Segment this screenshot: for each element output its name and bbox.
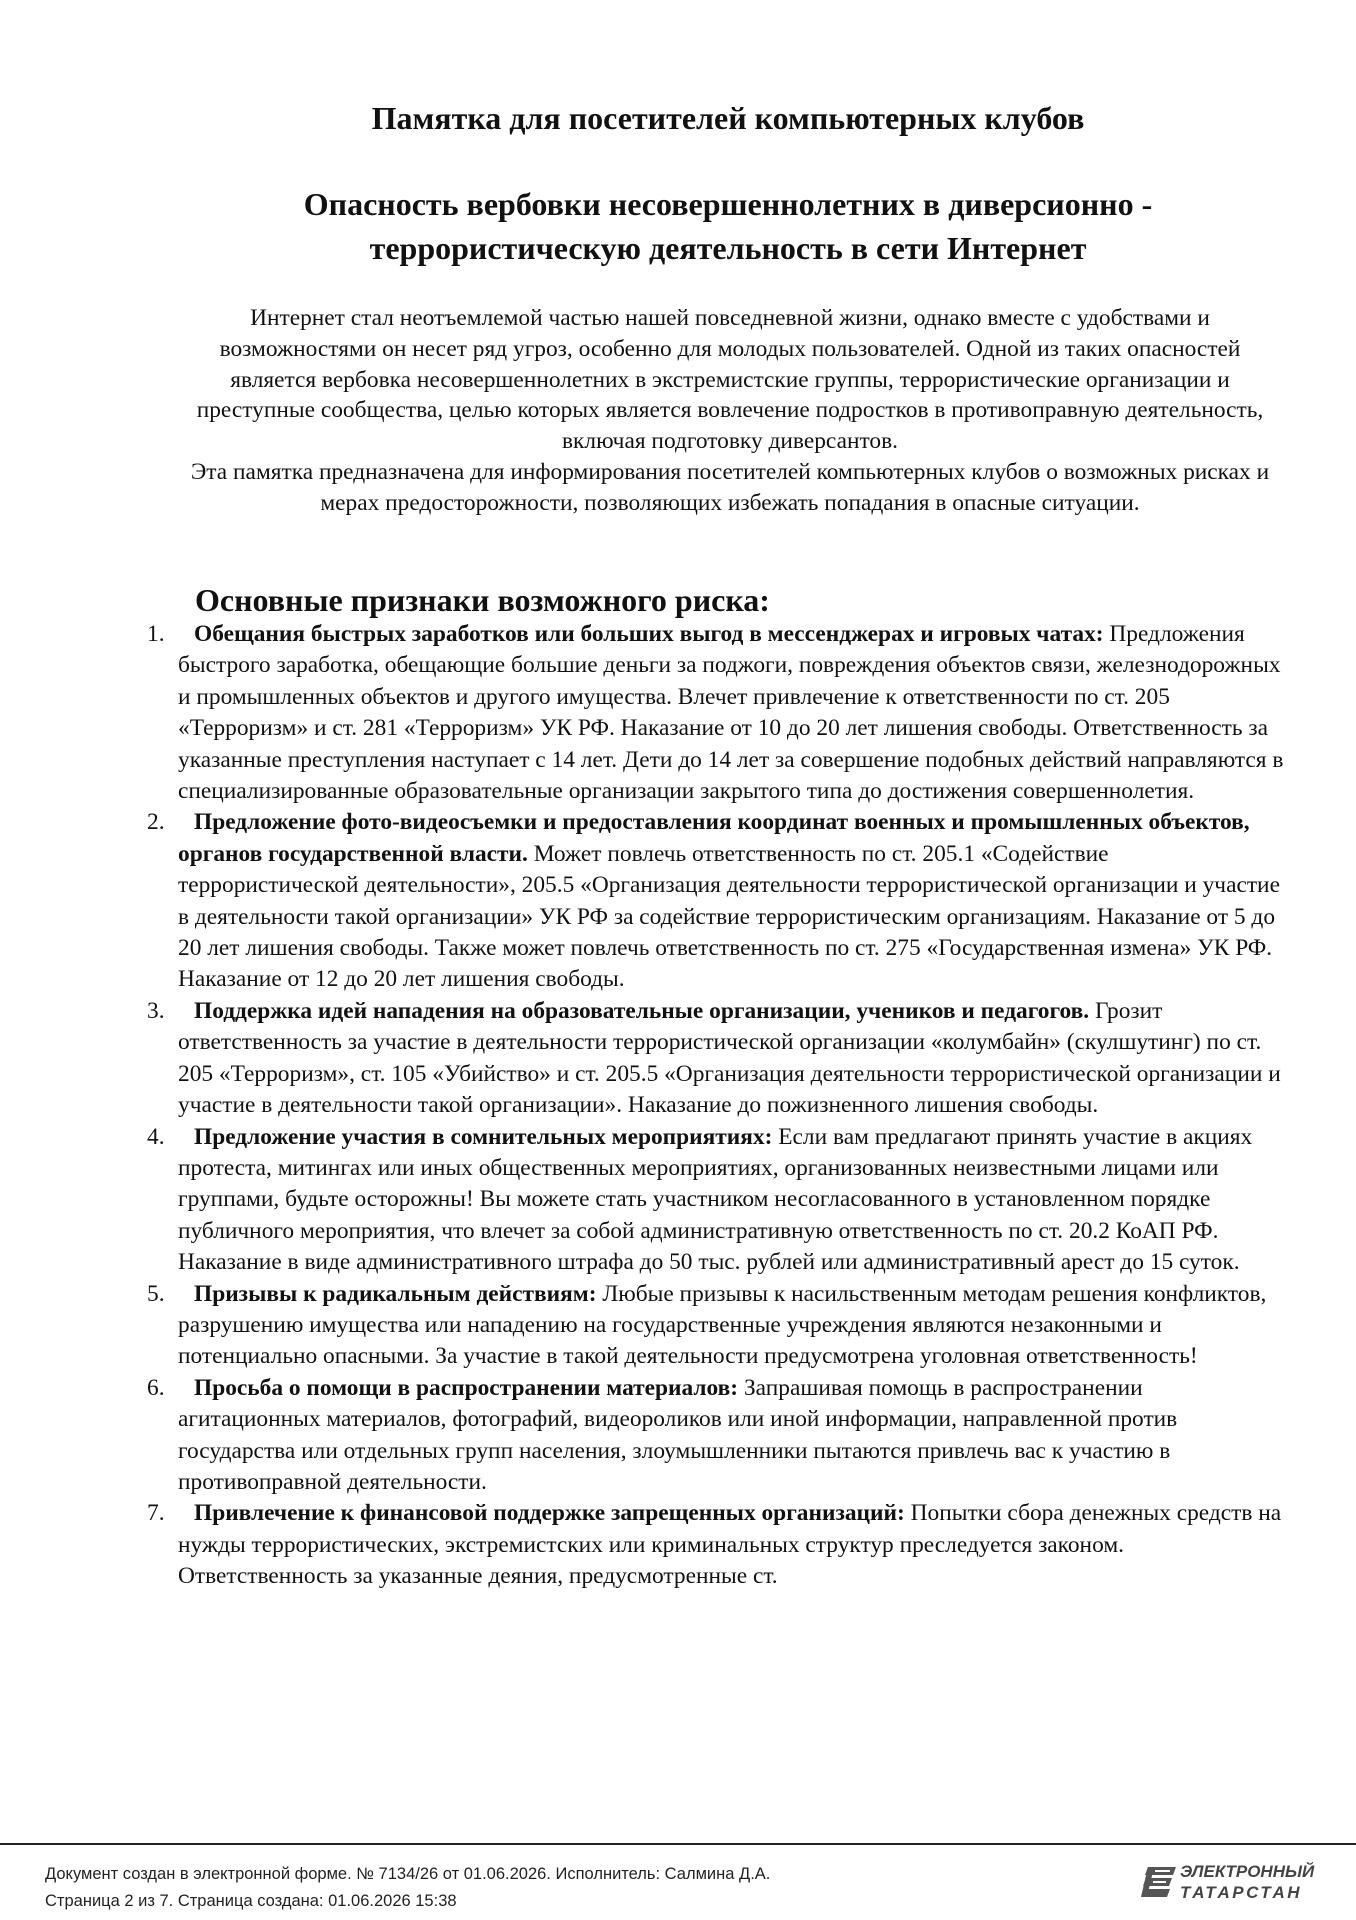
list-item-title: Обещания быстрых заработков или больших выгод в мессенджерах и игровых чатах:: [194, 621, 1104, 647]
document-title: Памятка для посетителей компьютерных клубов: [371, 100, 1085, 136]
list-item-title: Привлечение к финансовой поддержке запрещенных организаций:: [194, 1500, 905, 1527]
list-item-title: Призывы к радикальным действиям:: [194, 1280, 597, 1307]
footer-page-info: Страница 2 из 7. Страница создана: 01.06.2026 15:38: [45, 1892, 457, 1910]
risk-list: [0, 619, 1356, 1593]
intro-text: [190, 303, 1270, 519]
list-item-number: 7.: [147, 1500, 165, 1527]
list-item: [0, 1373, 1356, 1499]
list-item: [0, 619, 1356, 807]
list-item-text: Если вам предлагают принять участие в акциях протеста, митингах или иных общественных мероприятиях, организованных неизвестными лицами или группами, будьте осторожны! Вы можете стать участником несогласованного в установленном порядке публичного мероприятия, что влечет за собой административную ответственность по ст. 20.2 КоАП РФ. Наказание в виде административного штрафа до 50 тыс. рублей или административный арест до 15 суток.: [178, 1123, 1253, 1276]
footer: [45, 1861, 1045, 1915]
list-item-title: Предложение фото-видеосъемки и предоставления координат военных и промышленных объектов, органов государственной власти.: [178, 809, 1250, 867]
logo-text-line1: ЭЛЕКТРОННЫЙ: [1180, 1862, 1315, 1881]
list-item-number: 1.: [147, 621, 165, 647]
list-item-text: Грозит ответственность за участие в деятельности террористической организации «колумбайн» (скулшутинг) по ст. 205 «Терроризм», ст. 105 «Убийство» и ст. 205.5 «Организация деятельности террористической организации и участие в деятельности такой организации». Наказание до пожизненного лишения свободы.: [178, 997, 1281, 1119]
list-item-title: Предложение участия в сомнительных мероприятиях:: [194, 1123, 773, 1150]
list-item-number: 3.: [147, 997, 165, 1024]
list-item: [0, 1498, 1356, 1592]
footer-divider: [0, 1843, 1356, 1845]
electronic-tatarstan-logo-icon: [1138, 1863, 1178, 1903]
list-item: [0, 1279, 1356, 1373]
list-item-number: 2.: [147, 809, 165, 836]
list-item: [0, 1122, 1356, 1279]
list-item-text: Может повлечь ответственность по ст. 205.1 «Содействие террористической деятельности», 205.5 «Организация деятельности террористической организации и участие в деятельности такой организации» УК РФ за содействие террористическим организациям. Наказание от 5 до 20 лет лишения свободы. Также может повлечь ответственность по ст. 275 «Государственная измена» УК РФ. Наказание от 12 до 20 лет лишения свободы.: [178, 840, 1280, 993]
list-item-title: Поддержка идей нападения на образовательные организации, учеников и педагогов.: [194, 997, 1090, 1024]
intro-paragraph: Эта памятка предназначена для информирования посетителей компьютерных клубов о возможных рисках и мерах предосторожности, позволяющих избежать попадания в опасные ситуации.: [190, 458, 1270, 516]
list-item-text: Попытки сбора денежных средств на нужды террористических, экстремистских или криминальных структур преследуется законом. Ответственность за указанные деяния, предусмотренные ст.: [178, 1500, 1282, 1590]
list-item-number: 6.: [147, 1374, 165, 1401]
list-item-text: Запрашивая помощь в распространении агитационных материалов, фотографий, видеороликов или иной информации, направленной против государства или отдельных групп населения, злоумышленники пытаются привлечь вас к участию в противоправной деятельности.: [178, 1374, 1178, 1495]
electronic-tatarstan-logo: [1138, 1861, 1315, 1907]
logo-text-line2: ТАТАРСТАН: [1180, 1883, 1303, 1902]
list-item: [0, 996, 1356, 1122]
list-item-number: 4.: [147, 1123, 165, 1150]
list-item-title: Просьба о помощи в распространении материалов:: [194, 1374, 739, 1401]
list-item-text: Предложения быстрого заработка, обещающие большие деньги за поджоги, повреждения объектов связи, железнодорожных и промышленных объектов и другого имущества. Влечет привлечение к ответственности по ст. 205 «Терроризм» и ст. 281 «Терроризм» УК РФ. Наказание от 10 до 20 лет лишения свободы. Ответственность за указанные преступления наступает с 14 лет. Дети до 14 лет за совершение подобных действий направляются в специализированные образовательные организации закрытого типа до достижения совершеннолетия.: [178, 621, 1284, 805]
intro-paragraph: Интернет стал неотъемлемой частью нашей повседневной жизни, однако вместе с удобствами и возможностями он несет ряд угроз, особенно для молодых пользователей. Одной из таких опасностей является вербовка несовершеннолетних в экстремистские группы, террористические организации и преступные сообщества, целью которых является вовлечение подростков в противоправную деятельность, включая подготовку диверсантов.: [196, 305, 1264, 455]
section-heading: Основные признаки возможного риска:: [195, 582, 770, 618]
list-item: [0, 807, 1356, 995]
document-subtitle: Опасность вербовки несовершеннолетних в диверсионно - террористическую деятельность в сети Интернет: [303, 186, 1153, 266]
footer-document-info: Документ создан в электронной форме. № 7134/26 от 01.06.2026. Исполнитель: Салмина Д.А.: [45, 1865, 771, 1883]
list-item-number: 5.: [147, 1280, 165, 1307]
list-item-text: Любые призывы к насильственным методам решения конфликтов, разрушению имущества или нападению на государственные учреждения являются незаконными и потенциально опасными. За участие в такой деятельности предусмотрена уголовная ответственность!: [178, 1280, 1267, 1370]
